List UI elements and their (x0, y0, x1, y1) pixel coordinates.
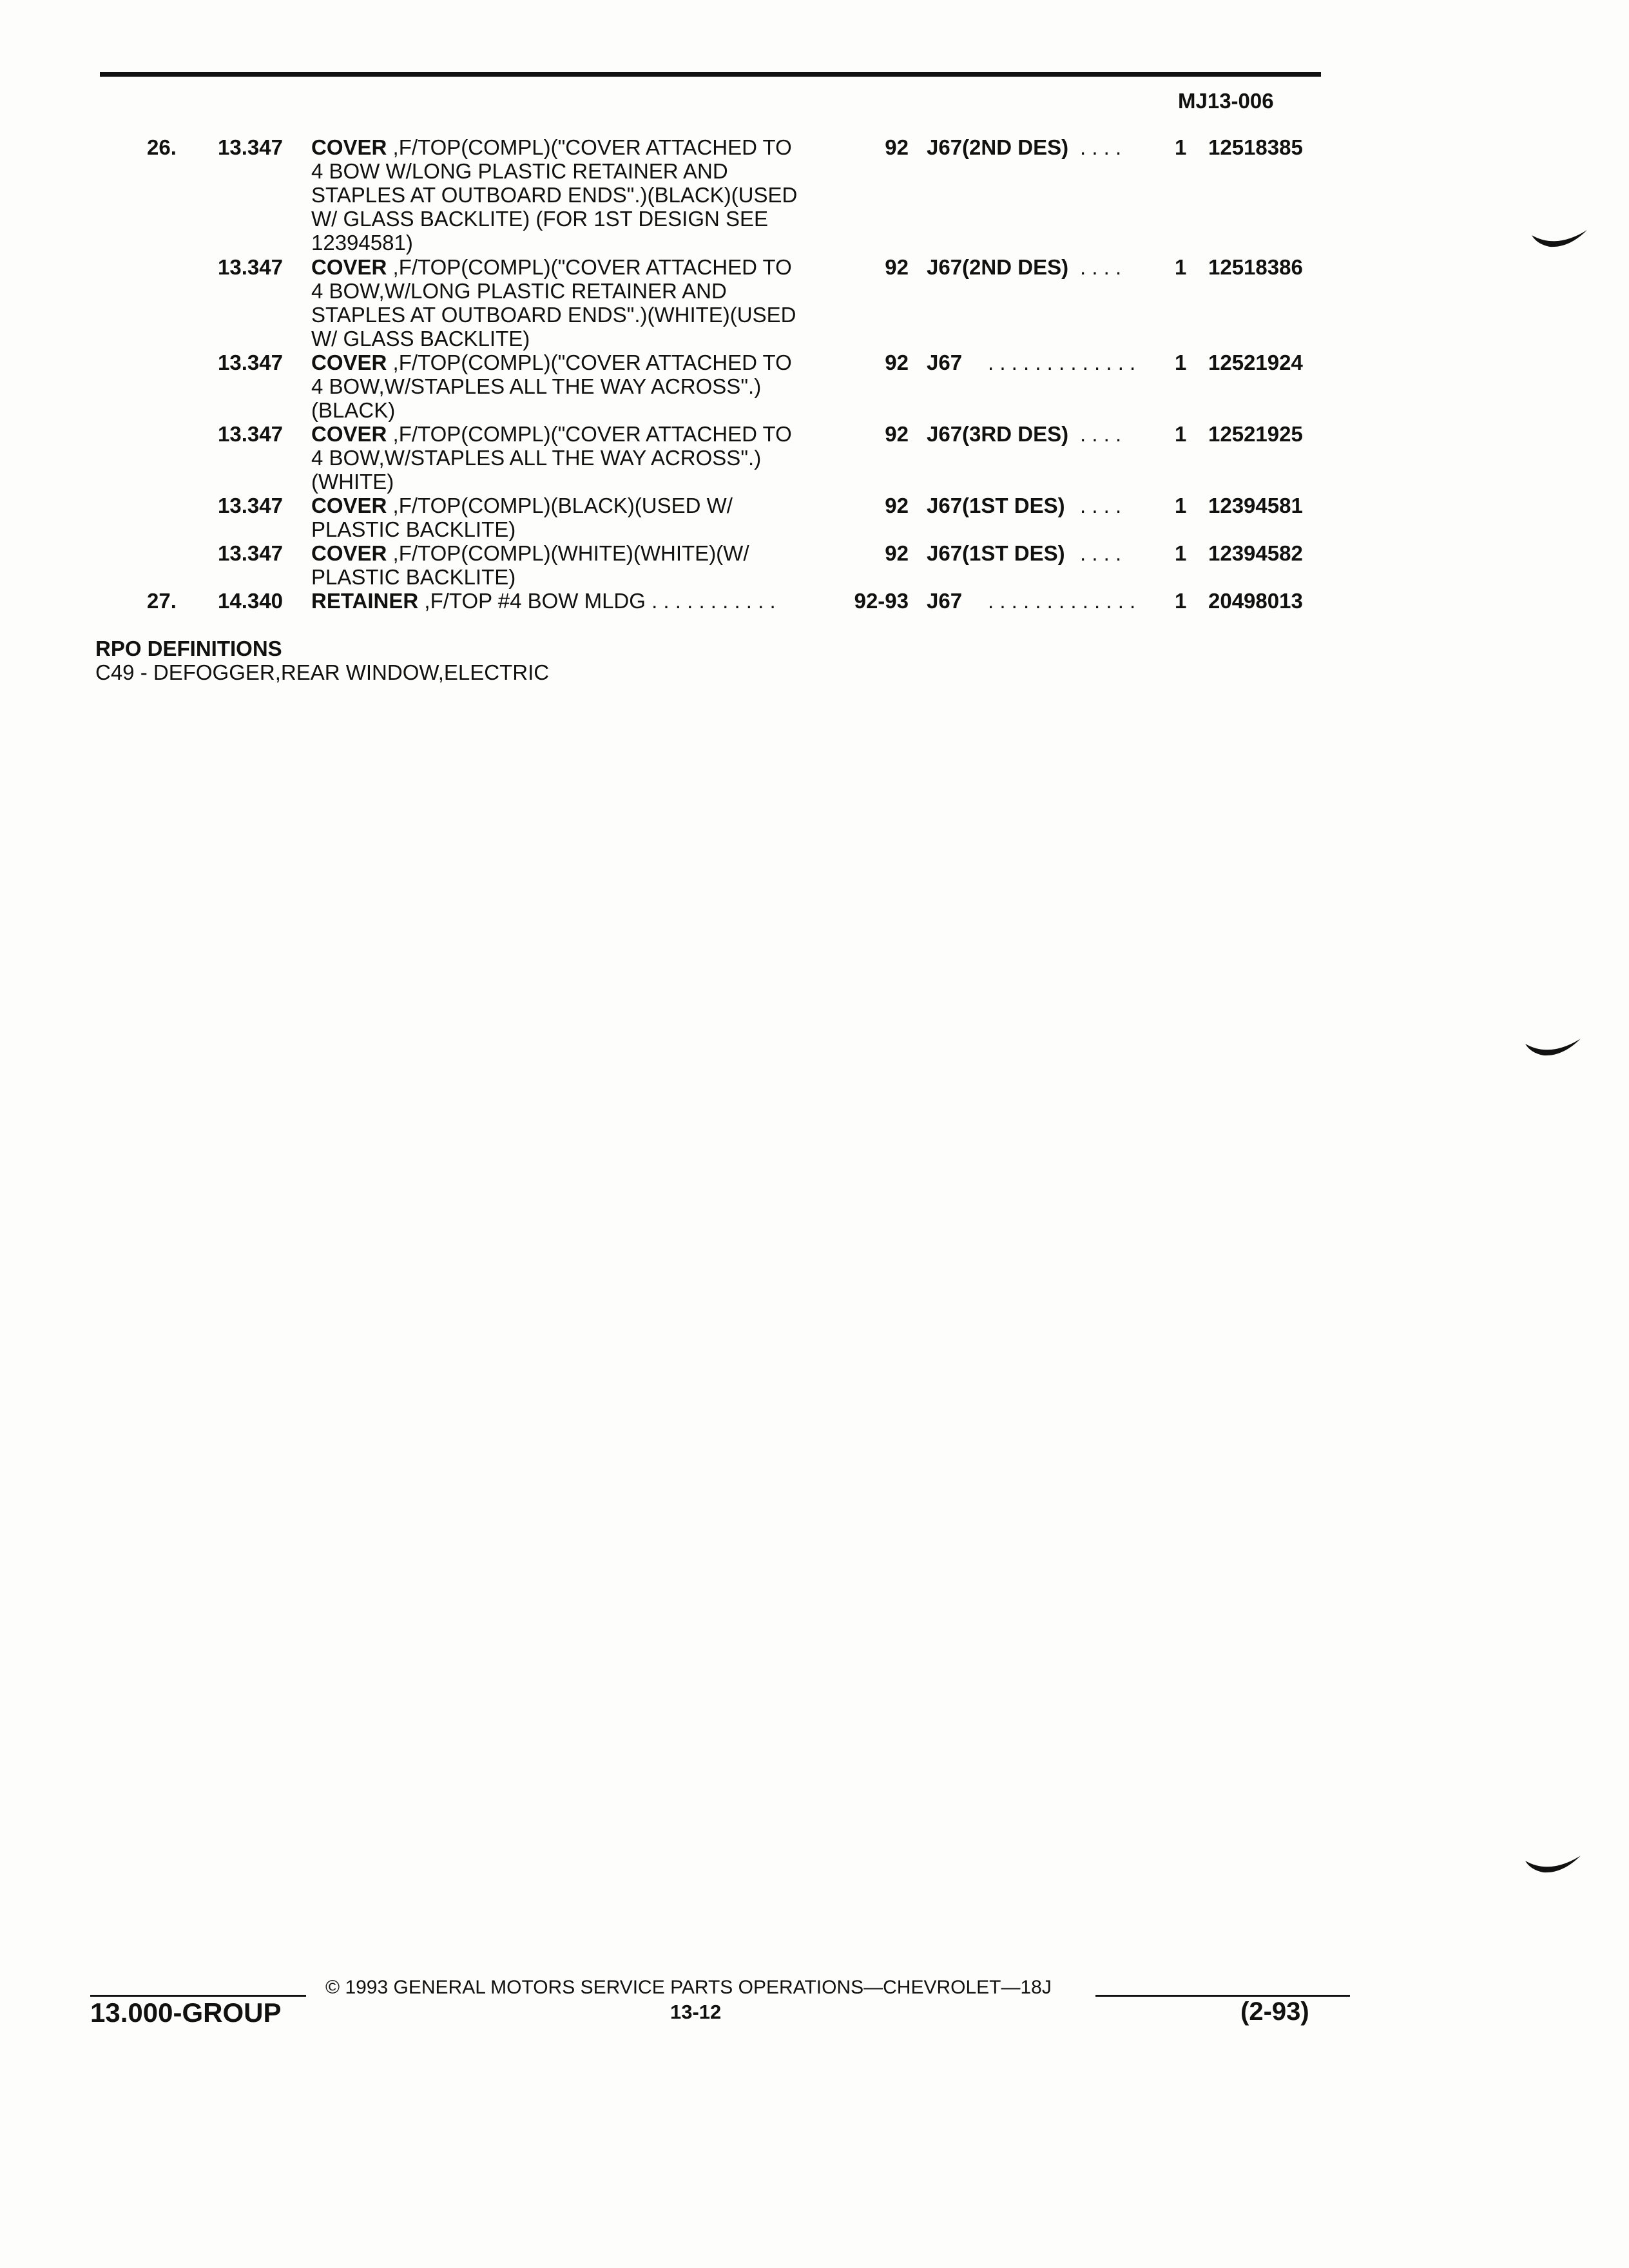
leader-dots: . . . . (1080, 422, 1122, 446)
group-number: 13.347 (218, 541, 283, 565)
footer-rule-left (90, 1995, 306, 1997)
footer-date: (2-93) (1240, 1997, 1309, 2026)
leader-dots: . . . . . . . . . . . . . (988, 589, 1136, 613)
part-name: COVER (311, 135, 387, 159)
part-detail: ,F/TOP(COMPL)("COVER ATTACHED TO 4 BOW,W/STAPLES ALL THE WAY ACROSS".) (BLACK) (311, 351, 792, 422)
model-year: 92 (885, 351, 909, 374)
part-description (311, 494, 833, 541)
rpo-code: J67(2ND DES) (927, 255, 1069, 279)
part-name: RETAINER (311, 589, 419, 613)
group-number: 13.347 (218, 255, 283, 279)
group-number: 13.347 (218, 135, 283, 159)
quantity: 1 (1175, 422, 1187, 446)
item-number: 27. (147, 589, 177, 613)
rpo-code: J67(1ST DES) (927, 541, 1065, 565)
rpo-code: J67(2ND DES) (927, 135, 1069, 159)
model-year: 92 (885, 135, 909, 159)
part-description (311, 541, 833, 589)
binder-punch-mark (1524, 1037, 1582, 1063)
binder-punch-mark (1524, 1854, 1582, 1880)
quantity: 1 (1175, 351, 1187, 374)
part-detail: ,F/TOP(COMPL)(WHITE)(WHITE)(W/ PLASTIC BACKLITE) (311, 541, 749, 589)
part-detail: ,F/TOP(COMPL)("COVER ATTACHED TO 4 BOW,W/LONG PLASTIC RETAINER AND STAPLES AT OUTBOARD ENDS".)(WHITE)(USED W/ GLASS BACKLITE) (311, 255, 796, 351)
rpo-code: J67(1ST DES) (927, 494, 1065, 517)
group-number: 13.347 (218, 494, 283, 517)
model-year: 92 (885, 541, 909, 565)
part-detail: ,F/TOP(COMPL)(BLACK)(USED W/ PLASTIC BACKLITE) (311, 494, 733, 541)
part-description (311, 422, 833, 494)
rpo-code: J67(3RD DES) (927, 422, 1069, 446)
quantity: 1 (1175, 494, 1187, 517)
model-year: 92 (885, 422, 909, 446)
page-code: MJ13-006 (1178, 89, 1274, 113)
part-description (311, 255, 833, 351)
footer-copyright: © 1993 GENERAL MOTORS SERVICE PARTS OPERATIONS—CHEVROLET—18J (325, 1977, 1052, 1998)
group-number: 14.340 (218, 589, 283, 613)
quantity: 1 (1175, 255, 1187, 279)
part-number: 12518386 (1208, 255, 1303, 279)
leader-dots: . . . . (1080, 135, 1122, 159)
part-number: 12394581 (1208, 494, 1303, 517)
model-year: 92-93 (854, 589, 909, 613)
rpo-code: J67 (927, 589, 963, 613)
part-number: 20498013 (1208, 589, 1303, 613)
leader-dots: . . . . (1080, 541, 1122, 565)
group-number: 13.347 (218, 422, 283, 446)
part-detail: ,F/TOP(COMPL)("COVER ATTACHED TO 4 BOW W/LONG PLASTIC RETAINER AND STAPLES AT OUTBOARD ENDS".)(BLACK)(USED W/ GLASS BACKLITE) (FOR 1ST DESIGN SEE 12394581) (311, 135, 798, 255)
item-number: 26. (147, 135, 177, 159)
leader-dots: . . . . (1080, 255, 1122, 279)
part-detail: ,F/TOP #4 BOW MLDG . . . . . . . . . . . (418, 589, 776, 613)
part-name: COVER (311, 494, 387, 517)
footer-page-number: 13-12 (670, 2001, 722, 2023)
part-name: COVER (311, 422, 387, 446)
part-description (311, 135, 833, 255)
model-year: 92 (885, 255, 909, 279)
quantity: 1 (1175, 541, 1187, 565)
part-description (311, 589, 833, 613)
footer-rule-right (1095, 1995, 1350, 1997)
binder-punch-mark (1530, 229, 1588, 255)
part-name: COVER (311, 351, 387, 374)
part-number: 12518385 (1208, 135, 1303, 159)
leader-dots: . . . . . . . . . . . . . (988, 351, 1136, 374)
rpo-definition: C49 - DEFOGGER,REAR WINDOW,ELECTRIC (95, 660, 550, 684)
header-rule (100, 72, 1321, 77)
part-description (311, 351, 833, 422)
part-name: COVER (311, 541, 387, 565)
group-number: 13.347 (218, 351, 283, 374)
model-year: 92 (885, 494, 909, 517)
leader-dots: . . . . (1080, 494, 1122, 517)
rpo-code: J67 (927, 351, 963, 374)
quantity: 1 (1175, 135, 1187, 159)
quantity: 1 (1175, 589, 1187, 613)
part-number: 12521925 (1208, 422, 1303, 446)
part-number: 12394582 (1208, 541, 1303, 565)
footer-group: 13.000-GROUP (90, 1997, 282, 2028)
part-name: COVER (311, 255, 387, 279)
part-number: 12521924 (1208, 351, 1303, 374)
rpo-heading: RPO DEFINITIONS (95, 637, 282, 660)
part-detail: ,F/TOP(COMPL)("COVER ATTACHED TO 4 BOW,W/STAPLES ALL THE WAY ACROSS".) (WHITE) (311, 422, 792, 494)
